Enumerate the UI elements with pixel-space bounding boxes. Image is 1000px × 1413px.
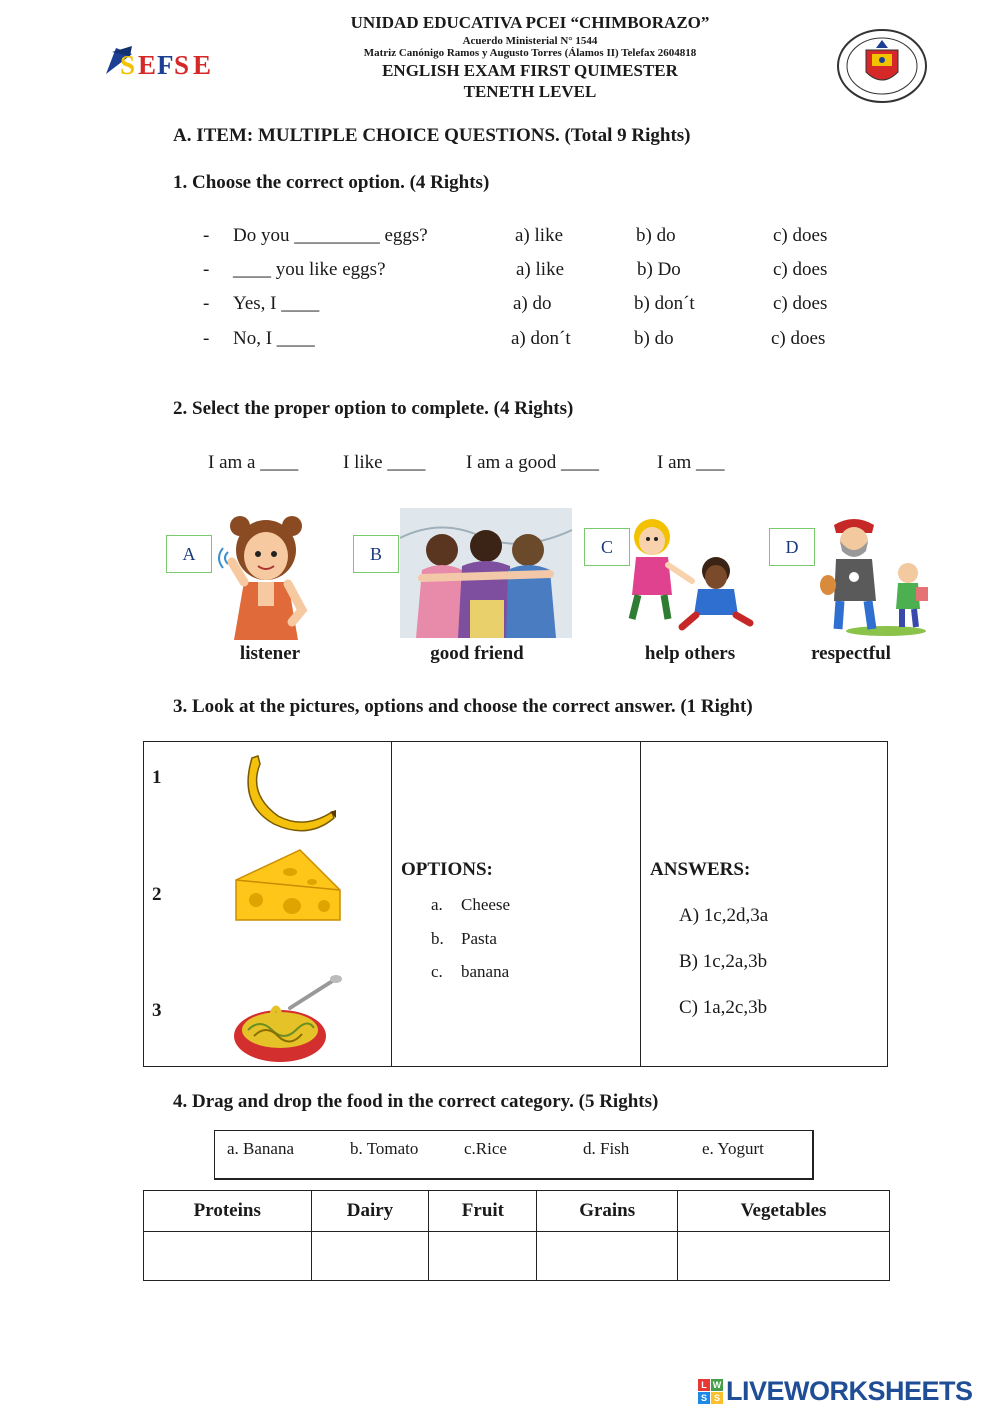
drop-zone-fruit[interactable] (429, 1232, 537, 1281)
q1-row-stem: ____ you like eggs? (233, 259, 386, 280)
level-title: TENETH LEVEL (463, 82, 597, 101)
q1-option-b[interactable]: b) do (636, 225, 676, 246)
cheese-icon (230, 846, 346, 931)
q4-draggable-item[interactable]: d. Fish (583, 1139, 630, 1158)
q3-item-number: 1 (152, 767, 162, 788)
svg-text:E: E (193, 50, 212, 78)
q3-item-number: 3 (152, 1000, 162, 1021)
category-vegetables: Vegetables (678, 1191, 890, 1232)
q1-option-c[interactable]: c) does (773, 225, 828, 246)
q2-prompt[interactable]: I am a good ____ (466, 452, 599, 473)
kids-helping-icon (622, 515, 758, 631)
q3-option-letter: a. (431, 895, 443, 914)
svg-text:E: E (138, 50, 157, 78)
q3-answer-b[interactable]: B) 1c,2a,3b (679, 951, 768, 972)
liveworksheets-logo-icon: L W S S (698, 1379, 723, 1404)
q2-caption-listener: listener (239, 643, 301, 664)
q2-label-b[interactable]: B (353, 535, 399, 573)
q2-prompt[interactable]: I like ____ (343, 452, 426, 473)
q1-row-dash: - (203, 225, 210, 246)
q3-answers-title: ANSWERS: (650, 859, 751, 880)
q3-answers-cell (641, 742, 888, 1067)
q4-category-table (143, 1190, 890, 1281)
q2-label-c[interactable]: C (584, 528, 630, 566)
q3-answer-a[interactable]: A) 1c,2d,3a (679, 905, 769, 926)
q1-option-c[interactable]: c) does (771, 328, 826, 349)
q2-caption-help-others: help others (644, 643, 736, 664)
school-address: Matriz Canónigo Ramos y Augusto Torres (Álamos II) Telefax 2604818 (363, 47, 697, 59)
q4-draggable-item[interactable]: a. Banana (227, 1139, 295, 1158)
q3-option-letter: b. (431, 929, 444, 948)
q1-option-c[interactable]: c) does (773, 259, 828, 280)
school-seal-icon (836, 28, 928, 104)
svg-text:F: F (157, 50, 174, 78)
q4-title: 4. Drag and drop the food in the correct category. (5 Rights) (173, 1091, 659, 1112)
q3-option-banana: banana (461, 962, 510, 981)
q2-label-d[interactable]: D (769, 528, 815, 566)
q4-draggable-item[interactable]: e. Yogurt (702, 1139, 764, 1158)
q1-option-a[interactable]: a) like (516, 259, 565, 280)
q1-row-dash: - (203, 293, 210, 314)
drop-zone-grains[interactable] (537, 1232, 678, 1281)
q2-prompt[interactable]: I am ___ (657, 452, 725, 473)
exam-title: ENGLISH EXAM FIRST QUIMESTER (382, 61, 678, 80)
school-name: UNIDAD EDUCATIVA PCEI “CHIMBORAZO” (350, 13, 710, 32)
category-dairy: Dairy (311, 1191, 429, 1232)
liveworksheets-wordmark: LIVEWORKSHEETS (726, 1376, 973, 1406)
q1-row-stem: Do you _________ eggs? (233, 225, 428, 246)
q1-row-dash: - (203, 328, 210, 349)
drop-zone-proteins[interactable] (144, 1232, 312, 1281)
q2-prompt[interactable]: I am a ____ (208, 452, 299, 473)
q4-word-bank (214, 1130, 814, 1180)
q3-options-cell (392, 742, 641, 1067)
q1-option-b[interactable]: b) don´t (634, 293, 695, 314)
q3-answer-c[interactable]: C) 1a,2c,3b (679, 997, 768, 1018)
sefse-logo (102, 44, 217, 78)
q3-option-pasta: Pasta (461, 929, 497, 948)
q2-label-a[interactable]: A (166, 535, 212, 573)
ministerial-agreement: Acuerdo Ministerial N° 1544 (462, 35, 598, 47)
q3-item-number: 2 (152, 884, 162, 905)
q3-option-letter: c. (431, 962, 443, 981)
section-a-title: A. ITEM: MULTIPLE CHOICE QUESTIONS. (Total 9 Rights) (173, 125, 691, 146)
svg-text:S: S (120, 50, 136, 78)
q4-draggable-item[interactable]: c.Rice (464, 1139, 507, 1158)
pasta-bowl-icon (230, 974, 342, 1071)
friends-hugging-icon (400, 508, 572, 638)
drop-zone-dairy[interactable] (311, 1232, 429, 1281)
q1-option-a[interactable]: a) don´t (511, 328, 571, 349)
q3-title: 3. Look at the pictures, options and choose the correct answer. (1 Right) (173, 696, 753, 717)
q4-draggable-item[interactable]: b. Tomato (350, 1139, 419, 1158)
elder-and-child-icon (816, 513, 934, 637)
q1-option-a[interactable]: a) like (515, 225, 564, 246)
category-grains: Grains (537, 1191, 678, 1232)
q1-title: 1. Choose the correct option. (4 Rights) (173, 172, 490, 193)
girl-listening-icon (218, 512, 314, 640)
svg-text:S: S (174, 50, 190, 78)
q1-row-stem: Yes, I ____ (233, 293, 320, 314)
q3-options-title: OPTIONS: (401, 859, 493, 880)
q3-pictures-cell (144, 742, 392, 1067)
q1-option-c[interactable]: c) does (773, 293, 828, 314)
q3-option-cheese: Cheese (461, 895, 511, 914)
q3-table (143, 741, 888, 1067)
q1-option-b[interactable]: b) do (634, 328, 674, 349)
liveworksheets-brand (698, 1376, 973, 1407)
category-proteins: Proteins (144, 1191, 312, 1232)
category-fruit: Fruit (429, 1191, 537, 1232)
q1-row-dash: - (203, 259, 210, 280)
banana-icon (238, 754, 338, 839)
q2-caption-good-friend: good friend (430, 643, 524, 664)
q1-row-stem: No, I ____ (233, 328, 315, 349)
q2-title: 2. Select the proper option to complete. (4 Rights) (173, 398, 574, 419)
q2-caption-respectful: respectful (811, 643, 891, 664)
q1-option-a[interactable]: a) do (513, 293, 552, 314)
drop-zone-vegetables[interactable] (678, 1232, 890, 1281)
q1-option-b[interactable]: b) Do (637, 259, 681, 280)
